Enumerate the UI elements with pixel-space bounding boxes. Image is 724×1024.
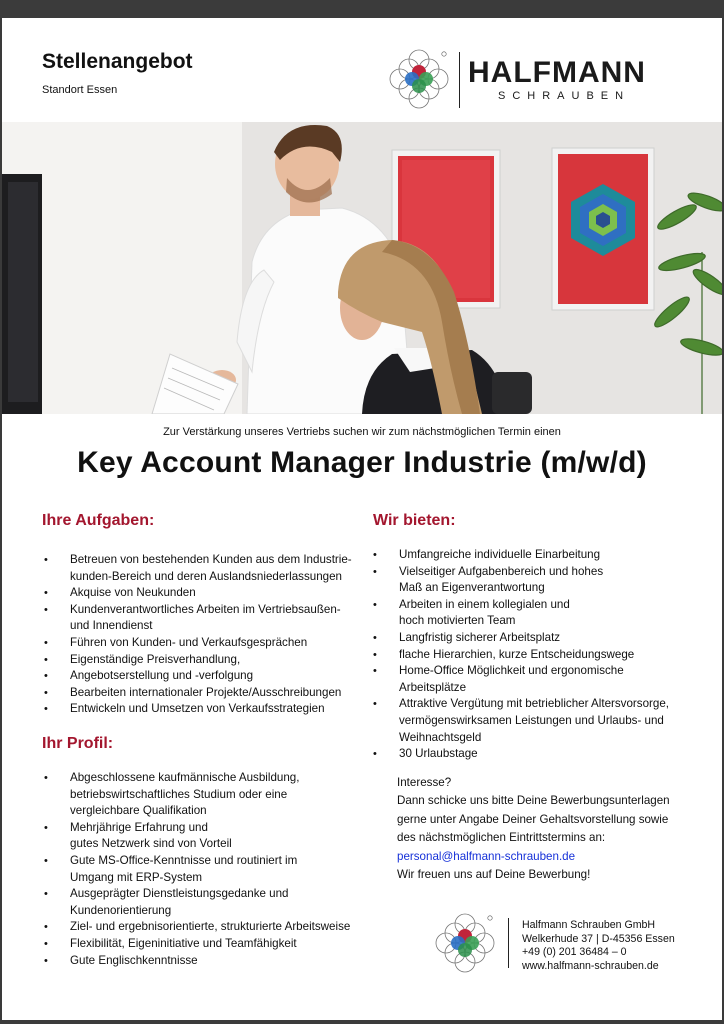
page-title: Stellenangebot [42, 50, 193, 73]
tasks-item: • Kundenverantwortliches Arbeiten im Vertriebsaußen- und Innendienst [44, 602, 374, 635]
profile-list [44, 770, 374, 969]
job-title: Key Account Manager Industrie (m/w/d) [77, 446, 647, 479]
tasks-item: • Entwickeln und Umsetzen von Verkaufsstrategien [44, 701, 374, 718]
contact-question: Interesse? [397, 776, 452, 789]
footer-phone: +49 (0) 201 36484 – 0 [522, 946, 627, 959]
footer-logo-icon [434, 912, 496, 974]
tasks-item: • Führen von Kunden- und Verkaufsgesprächen [44, 635, 374, 652]
offer-item: • flache Hierarchien, kurze Entscheidungswege [373, 647, 713, 664]
offer-item: • Attraktive Vergütung mit betrieblicher Altersvorsorge, vermögenswirksamen Leistungen und Urlaubs- und Weihnachtsgeld [373, 696, 713, 746]
tasks-list [44, 552, 374, 718]
profile-item: • Abgeschlossene kaufmännische Ausbildung, betriebswirtschaftliches Studium oder eine vergleichbare Qualifikation [44, 770, 374, 820]
logo-divider [459, 52, 460, 108]
brand-subtitle: SCHRAUBEN [498, 90, 631, 102]
tasks-item: • Angebotserstellung und -verfolgung [44, 668, 374, 685]
tasks-heading: Ihre Aufgaben: [42, 512, 155, 529]
profile-item: • Gute MS-Office-Kenntnisse und routiniert im Umgang mit ERP-System [44, 853, 374, 886]
window-top-bar [0, 0, 724, 18]
offer-item: • Umfangreiche individuelle Einarbeitung [373, 547, 713, 564]
profile-item: • Gute Englischkenntnisse [44, 953, 374, 970]
brand-name: HALFMANN [468, 56, 646, 89]
offer-item: • Langfristig sicherer Arbeitsplatz [373, 630, 713, 647]
footer-street: Welkerhude 37 | D-45356 Essen [522, 932, 675, 945]
contact-text-3: des nächstmöglichen Eintrittstermins an: [397, 831, 606, 845]
halfmann-logo-icon [388, 48, 450, 110]
profile-item: • Mehrjährige Erfahrung und gutes Netzwerk sind von Vorteil [44, 820, 374, 853]
intro-text: Zur Verstärkung unseres Vertriebs suchen wir zum nächstmöglichen Termin einen [163, 426, 561, 438]
tasks-item: • Eigenständige Preisverhandlung, [44, 652, 374, 669]
tasks-item: • Bearbeiten internationaler Projekte/Ausschreibungen [44, 685, 374, 702]
offer-item: • Home-Office Möglichkeit und ergonomische Arbeitsplätze [373, 663, 713, 696]
contact-block [397, 774, 670, 884]
window-bottom-bar [0, 1020, 724, 1024]
footer-divider [508, 918, 509, 968]
profile-item: • Ziel- und ergebnisorientierte, strukturierte Arbeitsweise [44, 919, 374, 936]
offer-item: • Vielseitiger Aufgabenbereich und hohes Maß an Eigenverantwortung [373, 564, 713, 597]
contact-closing: Wir freuen uns auf Deine Bewerbung! [397, 868, 591, 882]
offer-heading: Wir bieten: [373, 512, 456, 529]
profile-heading: Ihr Profil: [42, 735, 114, 752]
footer-company: Halfmann Schrauben GmbH [522, 919, 656, 931]
tasks-item: • Betreuen von bestehenden Kunden aus dem Industrie- kunden-Bereich und deren Auslandsniederlassungen [44, 552, 374, 585]
profile-item: • Flexibilität, Eigeninitiative und Teamfähigkeit [44, 936, 374, 953]
location-label: Standort Essen [42, 84, 118, 96]
footer-website: www.halfmann-schrauben.de [522, 959, 659, 972]
brand-wordmark [468, 58, 680, 102]
office-photo [2, 122, 722, 414]
offer-item: • 30 Urlaubstage [373, 746, 713, 763]
footer-address [522, 919, 675, 973]
profile-item: • Ausgeprägter Dienstleistungsgedanke und Kundenorientierung [44, 886, 374, 919]
offer-item: • Arbeiten in einem kollegialen und hoch motivierten Team [373, 597, 713, 630]
contact-text-1: Dann schicke uns bitte Deine Bewerbungsunterlagen [397, 794, 670, 808]
offer-list [373, 547, 713, 763]
job-posting-page [2, 18, 722, 1020]
contact-text-2: gerne unter Angabe Deiner Gehaltsvorstellung sowie [397, 812, 669, 826]
contact-email-link[interactable]: personal@halfmann-schrauben.de [397, 849, 576, 863]
tasks-item: • Akquise von Neukunden [44, 585, 374, 602]
